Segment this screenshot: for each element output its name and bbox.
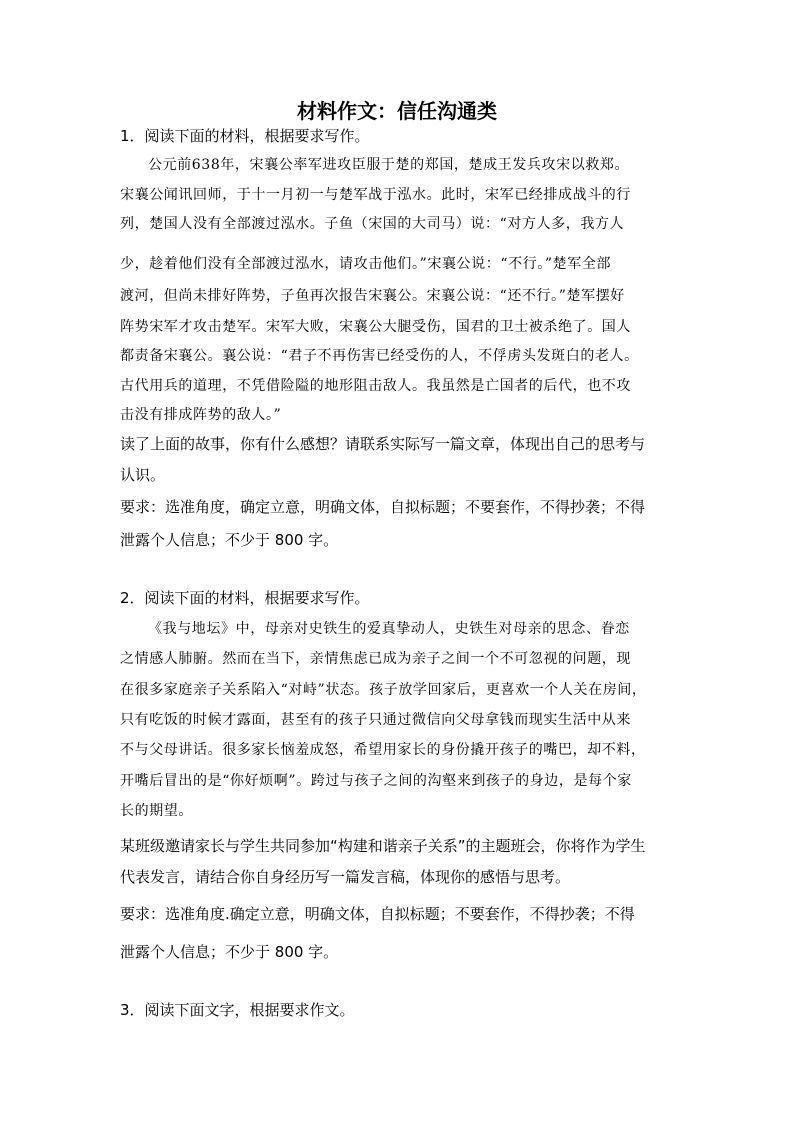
- question-1-material-line: 渡河，但尚未排好阵势，子鱼再次报告宋襄公。宋襄公说：“还不行。”楚军摆好: [120, 288, 625, 304]
- question-1-material-line: 少，趁着他们没有全部渡过泓水，请攻击他们。”宋襄公说：“不行。”楚军全部: [120, 256, 612, 272]
- question-1-material-line: 击没有排成阵势的敌人。”: [120, 407, 282, 423]
- question-2-material-line: 开嘴后冒出的是“你好烦啊”。跨过与孩子之间的沟壑来到孩子的身边，是每个家: [120, 773, 632, 789]
- question-3-heading: 3．阅读下面文字，根据要求作文。: [120, 1001, 355, 1019]
- question-2-material-line: 不与父母讲话。很多家长恼羞成怒，希望用家长的身份撬开孩子的嘴巴，却不料，: [120, 742, 646, 758]
- question-1-heading: 1．阅读下面的材料，根据要求写作。: [120, 127, 370, 145]
- question-1-material-line: 都责备宋襄公。襄公说：“君子不再伤害已经受伤的人，不俘虏头发斑白的老人。: [120, 348, 639, 364]
- question-2-material-line: 只有吃饭的时候才露面，甚至有的孩子只通过微信向父母拿钱而现实生活中从来: [120, 712, 631, 728]
- question-2-heading: 2．阅读下面的材料，根据要求写作。: [120, 589, 370, 607]
- question-2-requirement-line: 泄露个人信息；不少于 800 字。: [120, 943, 339, 961]
- question-2-requirement-line: 要求：选准角度.确定立意，明确文体，自拟标题；不要套作，不得抄袭；不得: [120, 905, 635, 923]
- question-1-material-line: 阵势宋军才攻击楚军。宋军大败，宋襄公大腿受伤，国君的卫士被杀绝了。国人: [120, 319, 631, 335]
- question-2-material-line: 之情感人肺腑。然而在当下，亲情焦虑已成为亲子之间一个不可忽视的问题，现: [120, 651, 631, 667]
- question-1-material-line: 宋襄公闻讯回师，于十一月初一与楚军战于泓水。此时，宋军已经排成战斗的行: [120, 187, 631, 203]
- question-2-prompt-line: 某班级邀请家长与学生共同参加“构建和谐亲子关系”的主题班会，你将作为学生: [120, 837, 646, 855]
- question-1-material-line: 古代用兵的道理，不凭借险隘的地形阻击敌人。我虽然是亡国者的后代，也不攻: [120, 378, 631, 394]
- question-1-requirement-line: 要求：选准角度，确定立意，明确文体，自拟标题；不要套作，不得抄袭；不得: [120, 498, 646, 516]
- question-1-material-line: 公元前638年，宋襄公率军进攻臣服于楚的郑国，楚成王发兵攻宋以救郑。: [148, 157, 630, 173]
- question-1-prompt-line: 认识。: [120, 466, 166, 484]
- question-2-material-line: 《我与地坛》中，母亲对史铁生的爱真挚动人，史铁生对母亲的思念、眷恋: [148, 621, 630, 637]
- question-2-material-line: 在很多家庭亲子关系陷入“对峙”状态。孩子放学回家后，更喜欢一个人关在房间，: [120, 682, 647, 698]
- question-1-requirement-line: 泄露个人信息；不少于 800 字。: [120, 531, 339, 549]
- document-title: 材料作文：信任沟通类: [297, 99, 497, 123]
- question-1-material-line: 列，楚国人没有全部渡过泓水。子鱼（宋国的大司马）说：“对方人多，我方人: [120, 216, 625, 232]
- question-2-material-line: 长的期望。: [120, 803, 193, 819]
- question-1-prompt-line: 读了上面的故事，你有什么感想？请联系实际写一篇文章，体现出自己的思考与: [120, 435, 646, 453]
- question-2-prompt-line: 代表发言，请结合你自身经历写一篇发言稿，体现你的感悟与思考。: [120, 868, 571, 886]
